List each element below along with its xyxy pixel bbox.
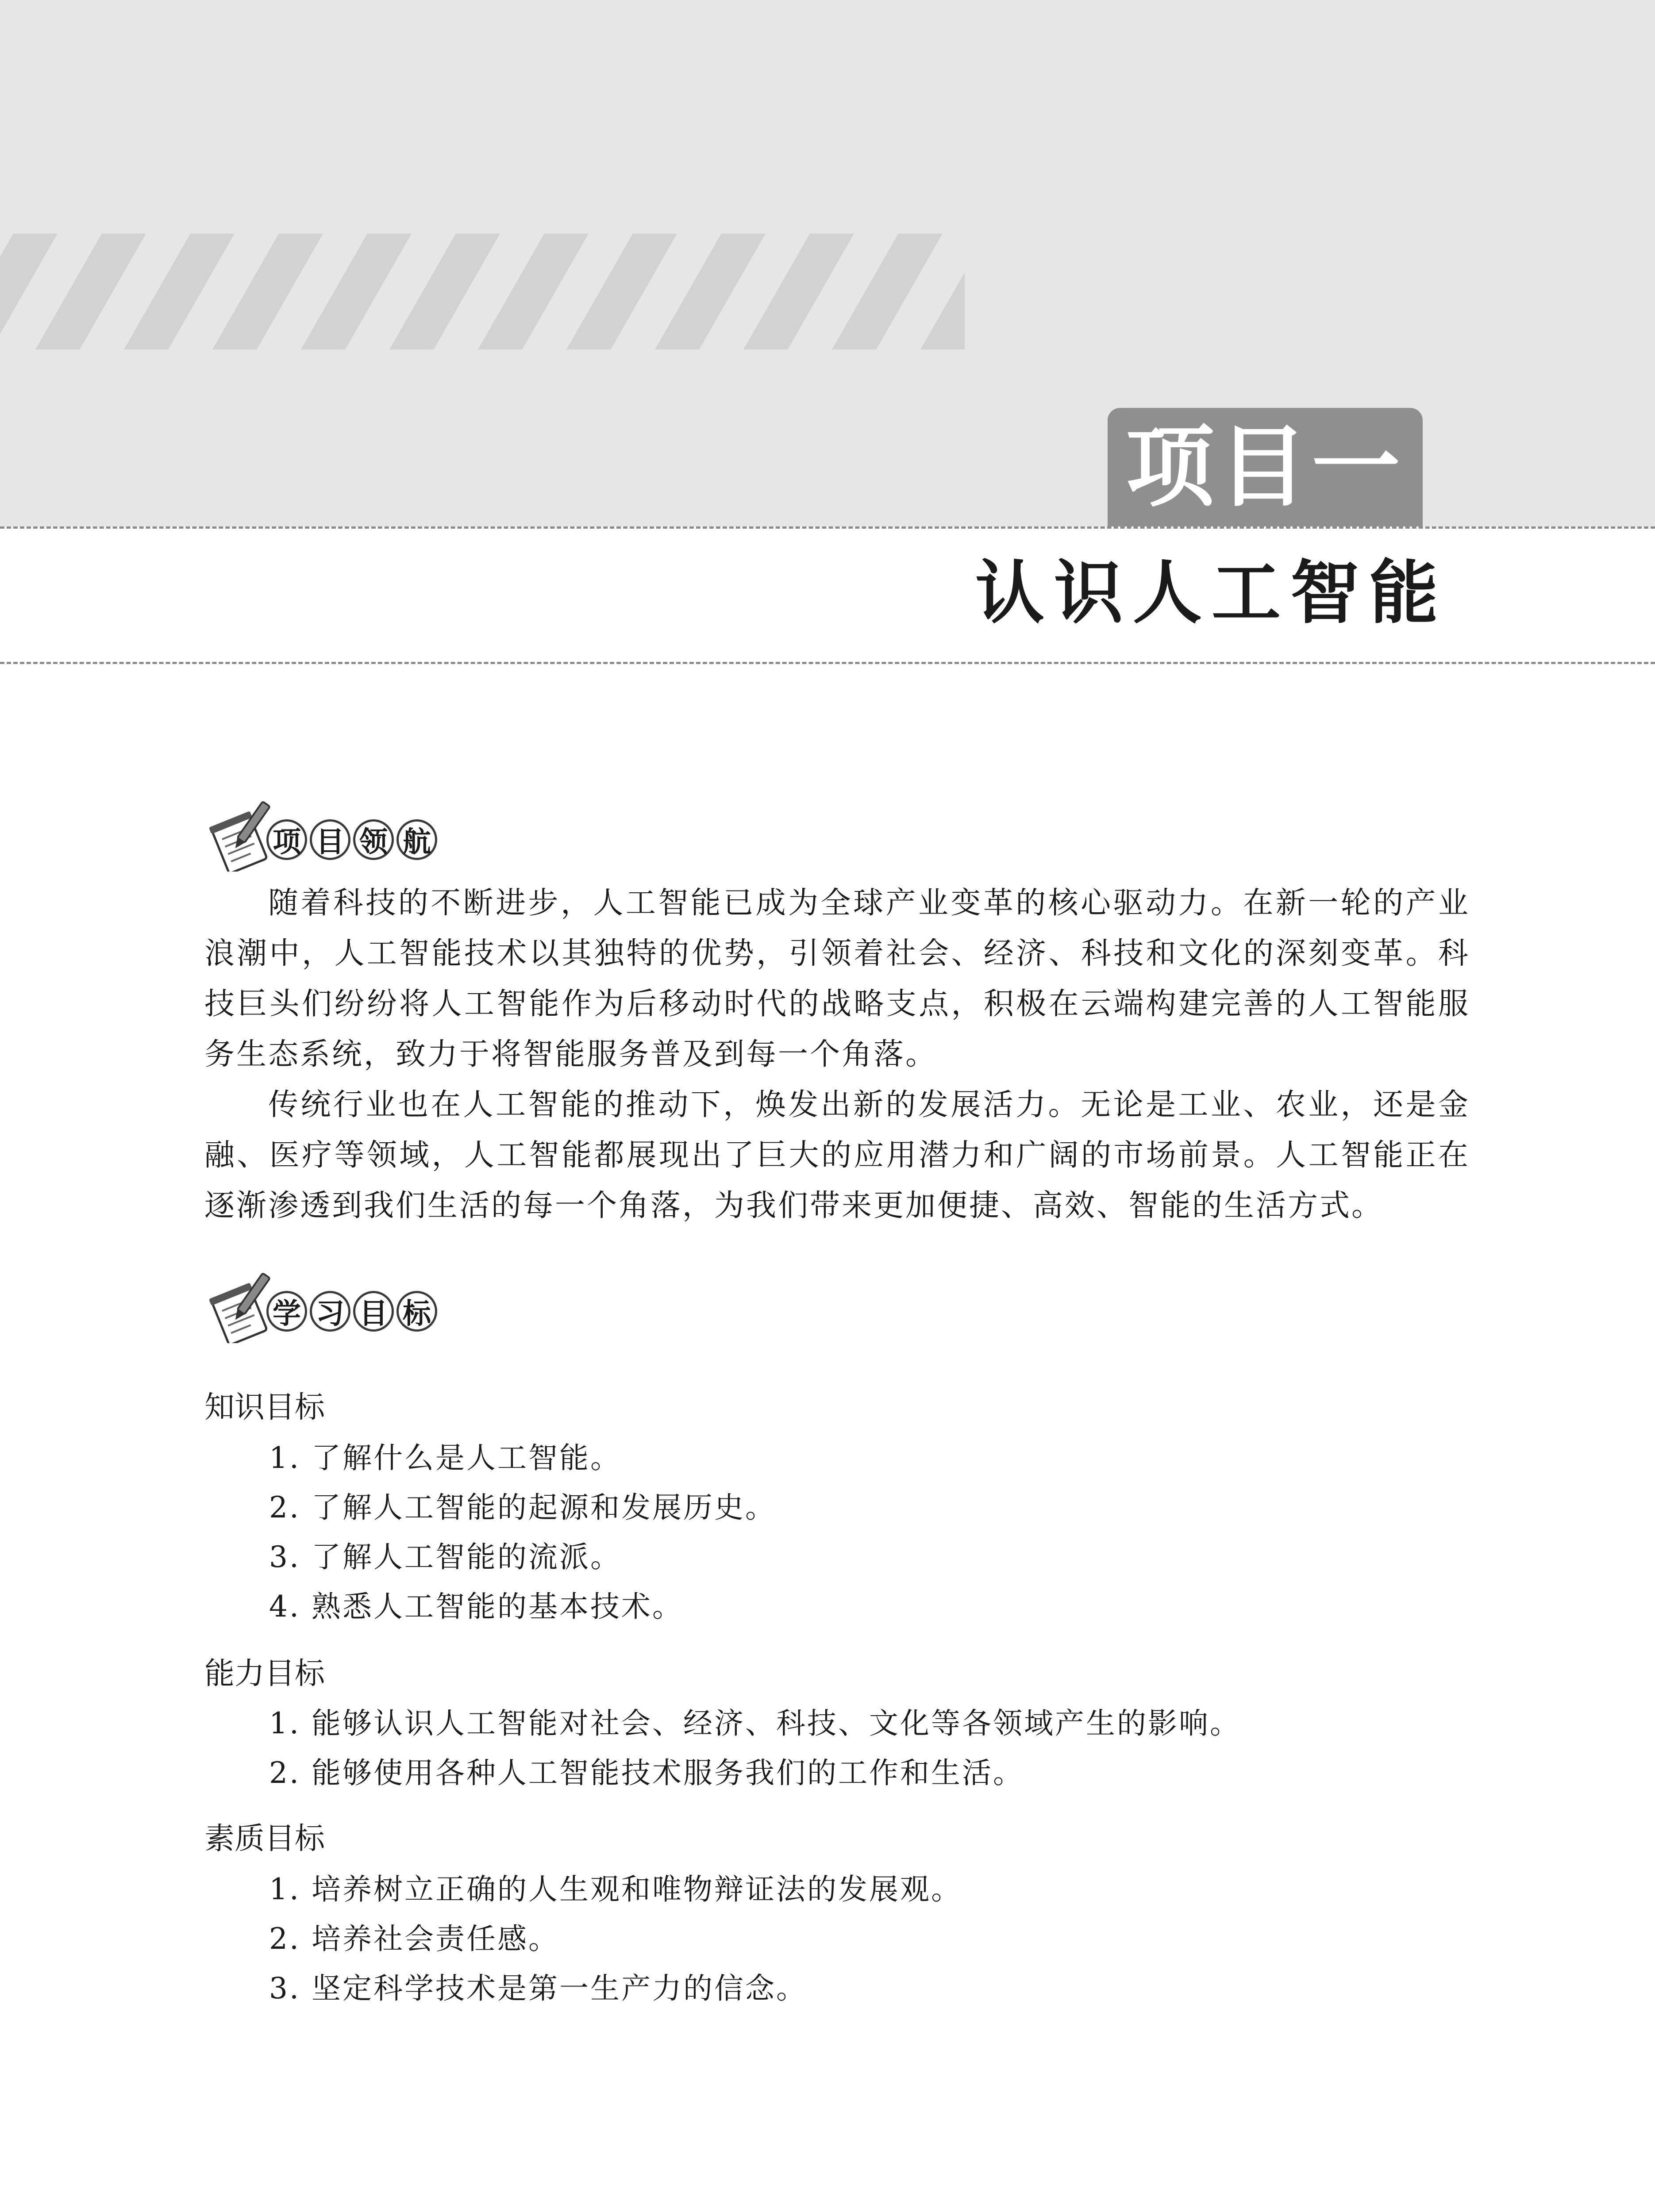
heading-char: 标 xyxy=(396,1291,437,1332)
header-divider-top xyxy=(0,526,1655,529)
list-item: 1. 能够认识人工智能对社会、经济、科技、文化等各领域产生的影响。 xyxy=(269,1706,1241,1740)
header-divider-bottom xyxy=(0,662,1655,664)
heading-char: 目 xyxy=(310,819,350,860)
list-item: 1. 了解什么是人工智能。 xyxy=(269,1441,621,1475)
heading-char: 领 xyxy=(353,819,394,860)
notepad-pen-icon xyxy=(204,1268,275,1343)
list-item: 2. 培养社会责任感。 xyxy=(269,1922,559,1956)
heading-char: 习 xyxy=(310,1291,350,1332)
chapter-title: 认识人工智能 xyxy=(975,553,1448,633)
notepad-pen-icon xyxy=(204,796,275,872)
project-label: 项目一 xyxy=(1125,415,1405,519)
objectives-heading-label xyxy=(266,1291,437,1332)
list-item: 2. 能够使用各种人工智能技术服务我们的工作和生活。 xyxy=(269,1756,1024,1790)
list-item: 1. 培养树立正确的人生观和唯物辩证法的发展观。 xyxy=(269,1872,962,1906)
heading-char: 学 xyxy=(266,1291,307,1332)
navigation-heading-label xyxy=(266,819,437,860)
decorative-stripes xyxy=(0,234,1031,349)
heading-char: 项 xyxy=(266,819,307,860)
project-number-tab xyxy=(1108,408,1423,526)
list-item: 4. 熟悉人工智能的基本技术。 xyxy=(269,1590,683,1624)
paragraph: 传统行业也在人工智能的推动下，焕发出新的发展活力。无论是工业、农业，还是金融、医疗等领域，人工智能都展现出了巨大的应用潜力和广阔的市场前景。人工智能正在逐渐渗透到我们生活的每一个角落，为我们带来更加便捷、高效、智能的生活方式。 xyxy=(204,1087,1470,1223)
quality-objectives-list xyxy=(269,1865,962,2013)
ability-objectives-title: 能力目标 xyxy=(204,1656,325,1691)
knowledge-objectives-title: 知识目标 xyxy=(204,1390,325,1425)
heading-char: 航 xyxy=(396,819,437,860)
paragraph: 随着科技的不断进步，人工智能已成为全球产业变革的核心驱动力。在新一轮的产业浪潮中，人工智能技术以其独特的优势，引领着社会、经济、科技和文化的深刻变革。科技巨头们纷纷将人工智能作为后移动时代的战略支点，积极在云端构建完善的人工智能服务生态系统，致力于将智能服务普及到每一个角落。 xyxy=(204,886,1470,1072)
list-item: 2. 了解人工智能的起源和发展历史。 xyxy=(269,1490,776,1525)
heading-char: 目 xyxy=(353,1291,394,1332)
list-item: 3. 坚定科学技术是第一生产力的信念。 xyxy=(269,1971,807,2005)
knowledge-objectives-list xyxy=(269,1433,776,1632)
quality-objectives-title: 素质目标 xyxy=(204,1821,325,1856)
list-item: 3. 了解人工智能的流派。 xyxy=(269,1540,621,1574)
navigation-body xyxy=(204,878,1470,1231)
ability-objectives-list xyxy=(269,1699,1241,1798)
